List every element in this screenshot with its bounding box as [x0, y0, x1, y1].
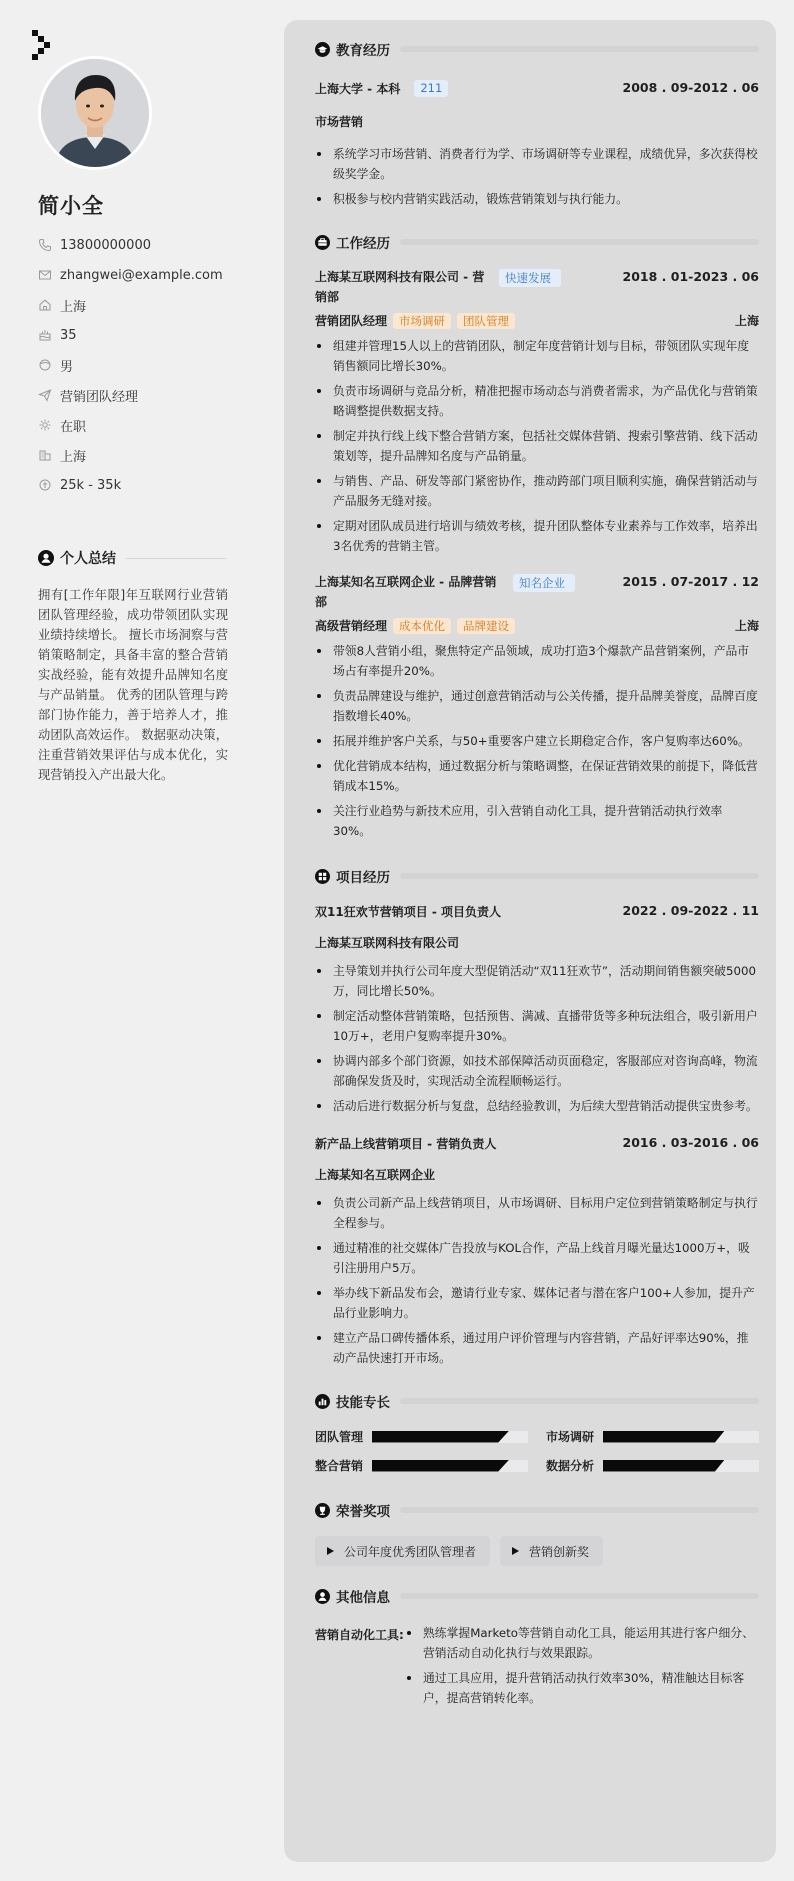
status-icon [38, 418, 52, 432]
skill-item [315, 1428, 528, 1445]
list-item: 制定并执行线上线下整合营销方案，包括社交媒体营销、搜索引擎营销、线下活动策划等，提升品牌知名度与产品销量。 [315, 426, 759, 466]
skill-bar-fill [372, 1460, 509, 1472]
briefcase-icon [315, 235, 330, 250]
section-divider [400, 873, 759, 879]
work-role-row [315, 312, 759, 329]
list-item: 积极参与校内营销实践活动，锻炼营销策划与执行能力。 [315, 189, 759, 209]
summary-title: 个人总结 [60, 551, 116, 567]
education-bullets [315, 144, 759, 209]
skill-bar-fill [603, 1460, 725, 1472]
mail-icon [38, 268, 52, 282]
other-label: 营销自动化工具: [315, 1628, 404, 1642]
list-item: 系统学习市场营销、消费者行为学、市场调研等专业课程，成绩优异，多次获得校级奖学金。 [315, 144, 759, 184]
other-bullets [405, 1623, 759, 1713]
role-title: 营销团队经理 [315, 314, 388, 328]
work-location: 上海 [734, 314, 759, 328]
section-title: 其他信息 [336, 1590, 390, 1606]
project-date: 2022 . 09-2022 . 11 [622, 903, 759, 918]
education-date: 2008 . 09-2012 . 06 [622, 80, 759, 95]
section-work-header [315, 232, 759, 252]
list-item: 组建并管理15人以上的营销团队，制定年度营销计划与目标，带领团队实现年度销售额同比增长30%。 [315, 336, 759, 376]
trophy-icon [315, 1503, 330, 1518]
project-entry-header [315, 903, 759, 920]
contact-text: 上海 [60, 449, 87, 465]
work-bullets [315, 336, 759, 556]
contact-phone[interactable] [38, 230, 238, 260]
contact-gender [38, 350, 238, 380]
contact-list [38, 230, 238, 500]
work-entry-header [315, 267, 759, 307]
section-title: 工作经历 [336, 236, 390, 252]
contact-text: 25k - 35k [60, 477, 122, 493]
play-icon [512, 1547, 519, 1555]
phone-icon [38, 238, 52, 252]
list-item: 通过工具应用，提升营销活动执行效率30%，精准触达目标客户，提高营销转化率。 [405, 1668, 759, 1708]
list-item: 优化营销成本结构，通过数据分析与策略调整，在保证营销效果的前提下，降低营销成本15%。 [315, 756, 759, 796]
company-name: 上海某互联网科技有限公司 - 营销部 [315, 270, 485, 304]
section-title: 教育经历 [336, 43, 390, 59]
contact-position [38, 380, 238, 410]
city-icon [38, 448, 52, 462]
project-name: 新产品上线营销项目 - 营销负责人 [315, 1137, 497, 1151]
list-item: 拓展并维护客户关系，与50+重要客户建立长期稳定合作，客户复购率达60%。 [315, 731, 759, 751]
section-education-header [315, 39, 759, 59]
contact-age [38, 320, 238, 350]
list-item: 主导策划并执行公司年度大型促销活动“双11狂欢节”，活动期间销售额突破5000万，同比增长50%。 [315, 961, 759, 1001]
list-item: 制定活动整体营销策略，包括预售、满减、直播带货等多种玩法组合，吸引新用户10万+，老用户复购率提升30%。 [315, 1006, 759, 1046]
logo-chevron-icon [32, 30, 54, 60]
list-item: 关注行业趋势与新技术应用，引入营销自动化工具，提升营销活动执行效率30%。 [315, 801, 759, 841]
award-item [500, 1536, 603, 1566]
list-item: 负责品牌建设与维护，通过创意营销活动与公关传播，提升品牌美誉度，品牌百度指数增长40%。 [315, 686, 759, 726]
contact-text: 13800000000 [60, 237, 151, 253]
contact-hometown [38, 290, 238, 320]
skill-bar [372, 1431, 528, 1443]
work-entry-header [315, 572, 759, 612]
list-item: 通过精准的社交媒体广告投放与KOL合作，产品上线首月曝光量达1000万+，吸引注册用户5万。 [315, 1238, 759, 1278]
contact-salary [38, 470, 238, 500]
award-item [315, 1536, 490, 1566]
section-title: 技能专长 [336, 1395, 390, 1411]
list-item: 活动后进行数据分析与复盘，总结经验教训，为后续大型营销活动提供宝贵参考。 [315, 1096, 759, 1116]
section-divider [400, 1593, 759, 1599]
contact-text: 35 [60, 327, 77, 343]
list-item: 与销售、产品、研发等部门紧密协作，推动跨部门项目顺利实施，确保营销活动与产品服务无缝对接。 [315, 471, 759, 511]
contact-email[interactable] [38, 260, 238, 290]
major [315, 113, 759, 130]
role-tag: 团队管理 [457, 313, 515, 329]
main-panel [284, 20, 776, 1862]
skill-item [315, 1457, 528, 1474]
list-item: 负责公司新产品上线营销项目，从市场调研、目标用户定位到营销策略制定与执行全程参与。 [315, 1193, 759, 1233]
contact-text: zhangwei@example.com [60, 267, 223, 283]
summary-header [38, 548, 226, 568]
award-text: 营销创新奖 [529, 1544, 590, 1559]
skill-item [546, 1428, 759, 1445]
section-divider [400, 46, 759, 52]
list-item: 举办线下新品发布会，邀请行业专家、媒体记者与潜在客户100+人参加，提升产品行业影响力。 [315, 1283, 759, 1323]
skill-label: 团队管理 [315, 1430, 364, 1444]
school-tag: 211 [414, 80, 448, 97]
education-entry-header [315, 80, 759, 97]
role-tag: 成本优化 [393, 618, 451, 634]
skill-label: 市场调研 [546, 1430, 595, 1444]
project-org [315, 1166, 759, 1183]
school-name: 上海大学 - 本科 [315, 82, 401, 96]
avatar [38, 56, 152, 170]
project-entry-header [315, 1135, 759, 1152]
other-info-row [315, 1623, 759, 1713]
graduation-cap-icon [315, 42, 330, 57]
role-title: 高级营销经理 [315, 619, 388, 633]
section-awards-header [315, 1500, 759, 1520]
project-bullets [315, 1193, 759, 1368]
skill-bar-fill [372, 1431, 509, 1443]
list-item: 带领8人营销小组，聚焦特定产品领域，成功打造3个爆款产品营销案例，产品市场占有率提升20%。 [315, 641, 759, 681]
list-item: 建立产品口碑传播体系，通过用户评价管理与内容营销，产品好评率达90%，推动产品快速打开市场。 [315, 1328, 759, 1368]
contact-text: 男 [60, 359, 74, 375]
project-name: 双11狂欢节营销项目 - 项目负责人 [315, 905, 502, 919]
skill-bar [603, 1431, 759, 1443]
candidate-name: 简小全 [38, 194, 104, 218]
role-tag: 市场调研 [393, 313, 451, 329]
skill-bar [603, 1460, 759, 1472]
project-org [315, 934, 759, 951]
grid-icon [315, 869, 330, 884]
project-date: 2016 . 03-2016 . 06 [622, 1135, 759, 1150]
section-title: 项目经历 [336, 870, 390, 886]
work-date: 2018 . 01-2023 . 06 [622, 269, 759, 284]
send-icon [38, 388, 52, 402]
gender-icon [38, 358, 52, 372]
project-org-text: 上海某互联网科技有限公司 [315, 936, 460, 950]
project-bullets [315, 961, 759, 1116]
company-tag: 知名企业 [513, 574, 575, 592]
section-other-header [315, 1586, 759, 1606]
role-tag: 品牌建设 [457, 618, 515, 634]
skills-grid [315, 1428, 759, 1474]
skill-label: 数据分析 [546, 1459, 595, 1473]
skill-bar-fill [603, 1431, 725, 1443]
user-icon [38, 550, 54, 566]
user-icon [315, 1589, 330, 1604]
section-title: 荣誉奖项 [336, 1504, 390, 1520]
age-icon [38, 328, 52, 342]
salary-icon [38, 478, 52, 492]
contact-text: 在职 [60, 419, 87, 435]
project-org-text: 上海某知名互联网企业 [315, 1168, 436, 1182]
major-text: 市场营销 [315, 115, 364, 129]
work-bullets [315, 641, 759, 841]
section-divider [400, 239, 759, 245]
work-role-row [315, 617, 759, 634]
contact-text: 上海 [60, 299, 87, 315]
list-item: 熟练掌握Marketo等营销自动化工具，能运用其进行客户细分、营销活动自动化执行与效果跟踪。 [405, 1623, 759, 1663]
bar-chart-icon [315, 1394, 330, 1409]
skill-label: 整合营销 [315, 1459, 364, 1473]
home-icon [38, 298, 52, 312]
work-date: 2015 . 07-2017 . 12 [622, 574, 759, 589]
skill-bar [372, 1460, 528, 1472]
list-item: 负责市场调研与竞品分析，精准把握市场动态与消费者需求，为产品优化与营销策略调整提供数据支持。 [315, 381, 759, 421]
company-tag: 快速发展 [499, 269, 561, 287]
play-icon [327, 1547, 334, 1555]
section-divider [400, 1507, 759, 1513]
contact-text: 营销团队经理 [60, 389, 139, 405]
award-text: 公司年度优秀团队管理者 [344, 1544, 477, 1559]
skill-item [546, 1457, 759, 1474]
section-divider [400, 1398, 759, 1404]
contact-status [38, 410, 238, 440]
list-item: 定期对团队成员进行培训与绩效考核，提升团队整体专业素养与工作效率，培养出3名优秀的营销主管。 [315, 516, 759, 556]
contact-city [38, 440, 238, 470]
summary-text: 拥有[工作年限]年互联网行业营销团队管理经验，成功带领团队实现业绩持续增长。 擅长市场洞察与营销策略制定，具备丰富的整合营销实战经验，能有效提升品牌知名度与产品销量。 优秀的团队管理与跨部门协作能力，善于培养人才，推动团队高效运作。 数据驱动决策，注重营销效果评估与成本优化，实现营销投入产出最大化。 [38, 588, 228, 782]
section-projects-header [315, 866, 759, 886]
company-name: 上海某知名互联网企业 - 品牌营销部 [315, 575, 497, 609]
awards-list [315, 1536, 759, 1566]
section-skills-header [315, 1391, 759, 1411]
divider [126, 558, 226, 559]
work-location: 上海 [734, 619, 759, 633]
list-item: 协调内部多个部门资源，如技术部保障活动页面稳定，客服部应对咨询高峰，物流部确保发货及时，实现活动全流程顺畅运行。 [315, 1051, 759, 1091]
